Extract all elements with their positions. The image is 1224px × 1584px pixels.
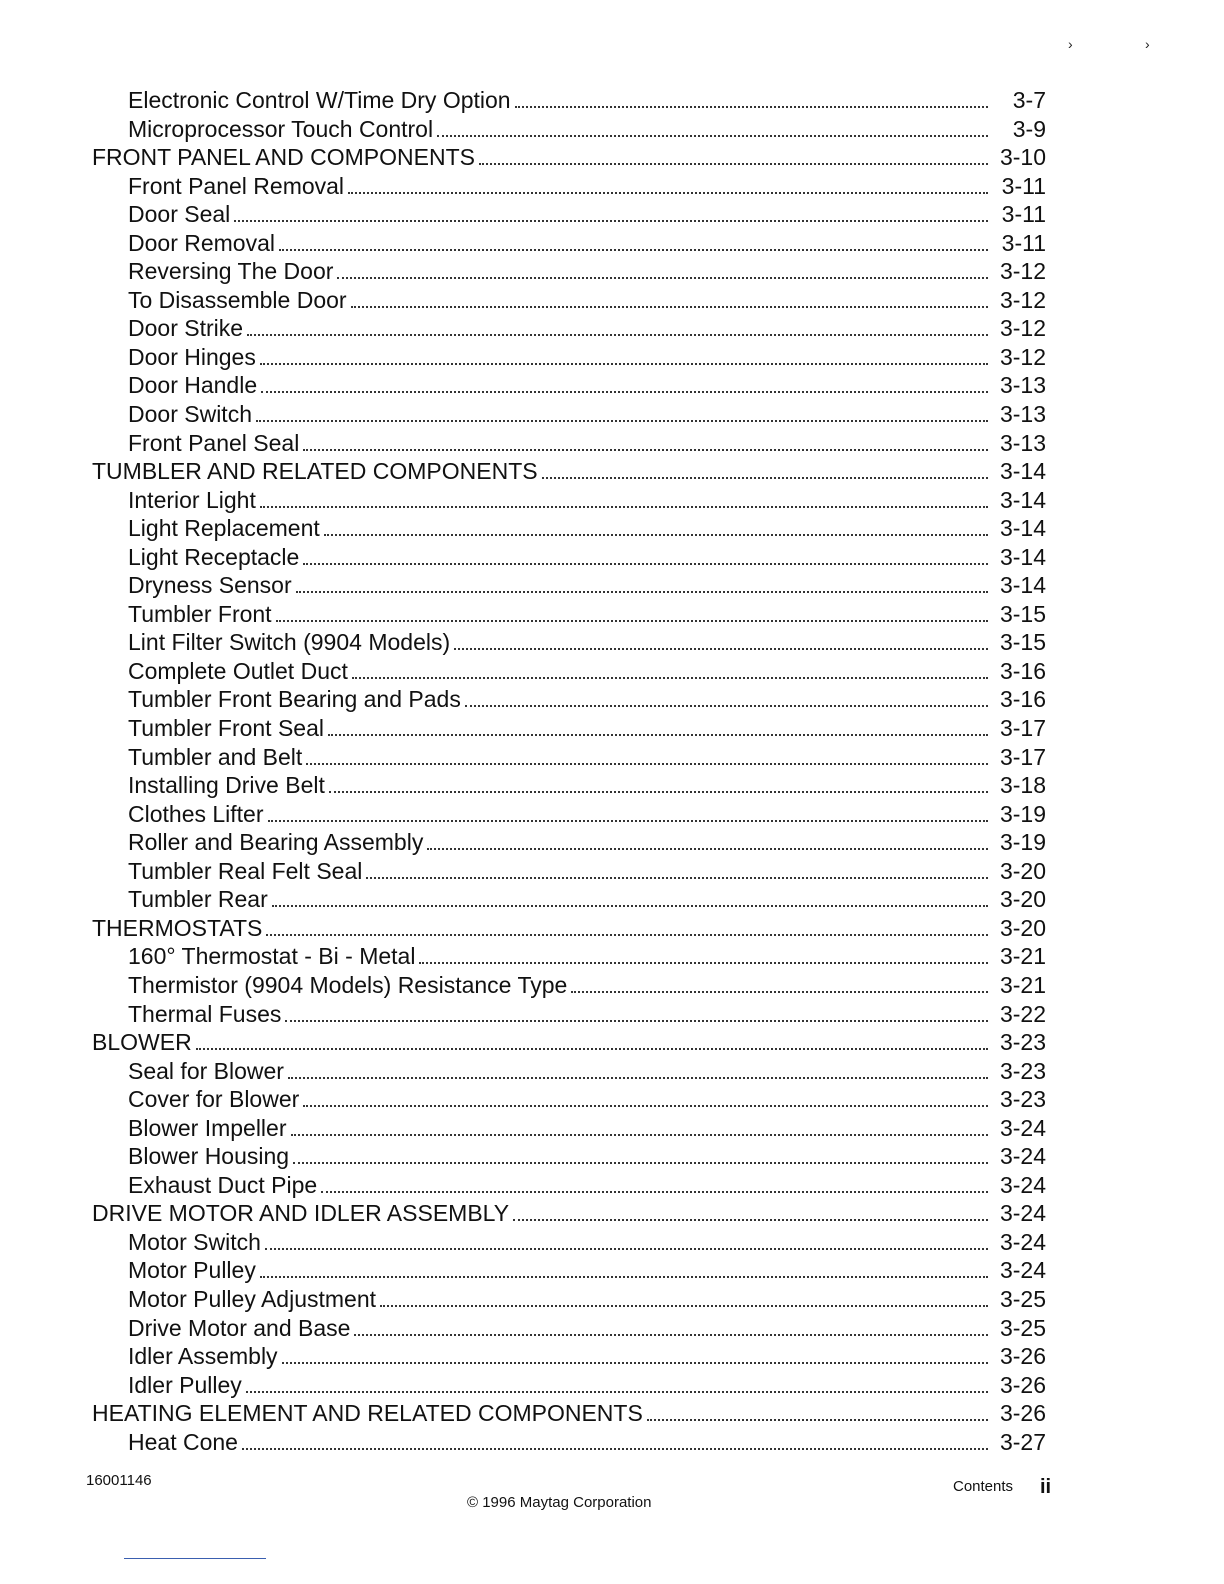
toc-entry-page: 3-17: [999, 743, 1046, 770]
toc-entry-label: Tumbler Rear: [128, 886, 268, 913]
toc-entry-page: 3-23: [999, 1086, 1046, 1113]
dot-leader: [265, 1220, 988, 1250]
toc-entry: [86, 392, 1046, 428]
toc-entry-label: Exhaust Duct Pipe: [128, 1171, 318, 1198]
dot-leader: [647, 1391, 988, 1421]
dot-leader: [380, 1277, 988, 1307]
toc-entry-label: Tumbler and Belt: [128, 743, 303, 770]
dot-leader: [288, 1049, 988, 1079]
toc-entry-label: Cover for Blower: [128, 1086, 300, 1113]
toc-entry-page: 3-20: [999, 914, 1046, 941]
dot-leader: [234, 192, 988, 222]
toc-entry: [86, 963, 1046, 998]
toc-entry-page: 3-12: [999, 315, 1046, 342]
dot-leader: [337, 249, 988, 279]
dot-leader: [279, 221, 988, 251]
toc-entry-page: 3-10: [999, 144, 1046, 171]
dot-leader: [266, 906, 988, 936]
dot-leader: [354, 1306, 988, 1336]
dot-leader: [348, 164, 988, 194]
toc-entry-label: Reversing The Door: [128, 258, 334, 285]
toc-entry-label: Door Removal: [128, 229, 275, 256]
toc-entry: [86, 677, 1046, 713]
toc-entry-label: Light Replacement: [128, 515, 320, 542]
toc-entry-page: 3-24: [999, 1114, 1046, 1141]
dot-leader: [479, 135, 988, 165]
toc-entry: [86, 563, 1046, 599]
toc-entry-page: 3-12: [999, 343, 1046, 370]
toc-section-entry: [86, 135, 1046, 171]
toc-entry-page: 3-12: [999, 258, 1046, 285]
toc-entry-page: 3-26: [999, 1400, 1046, 1427]
toc-entry-label: Seal for Blower: [128, 1057, 284, 1084]
toc-entry-page: 3-21: [999, 943, 1046, 970]
toc-entry-page: 3-14: [999, 458, 1046, 485]
toc-entry-page: 3-19: [999, 829, 1046, 856]
copyright-notice: © 1996 Maytag Corporation: [467, 1494, 652, 1511]
toc-entry: [86, 278, 1046, 313]
scan-edge-line: [124, 1558, 266, 1559]
dot-leader: [256, 392, 988, 422]
toc-entry-label: Tumbler Front: [128, 600, 272, 627]
toc-section-entry: [86, 449, 1046, 485]
toc-entry-label: Dryness Sensor: [128, 572, 292, 599]
toc-entry-label: 160° Thermostat - Bi - Metal: [128, 943, 416, 970]
toc-entry-label: Complete Outlet Duct: [128, 657, 348, 684]
toc-entry-label: Door Strike: [128, 315, 244, 342]
toc-entry: [86, 763, 1046, 799]
toc-entry-label: THERMOSTATS: [92, 914, 263, 941]
toc-entry-label: Door Seal: [128, 201, 231, 228]
toc-entry: [86, 735, 1046, 770]
toc-entry-label: Lint Filter Switch (9904 Models): [128, 629, 451, 656]
dot-leader: [247, 306, 988, 336]
toc-entry: [86, 221, 1046, 256]
toc-entry-page: 3-25: [999, 1285, 1046, 1312]
toc-entry: [86, 249, 1046, 285]
toc-entry-page: 3-15: [999, 629, 1046, 656]
toc-entry-label: Front Panel Seal: [128, 429, 300, 456]
toc-entry: [86, 164, 1046, 199]
toc-entry: [86, 363, 1046, 399]
toc-entry-page: 3-25: [999, 1314, 1046, 1341]
toc-entry-label: HEATING ELEMENT AND RELATED COMPONENTS: [92, 1400, 643, 1427]
dot-leader: [351, 278, 988, 308]
dot-leader: [303, 535, 988, 565]
toc-entry-page: 3-13: [999, 372, 1046, 399]
toc-entry-label: Tumbler Front Seal: [128, 715, 324, 742]
toc-entry-label: Thermal Fuses: [128, 1000, 282, 1027]
toc-entry-page: 3-24: [999, 1143, 1046, 1170]
toc-entry-label: Clothes Lifter: [128, 800, 264, 827]
toc-entry: [86, 992, 1046, 1027]
toc-entry-page: 3-26: [999, 1371, 1046, 1398]
dot-leader: [242, 1420, 988, 1450]
toc-entry-label: Idler Assembly: [128, 1343, 278, 1370]
toc-entry: [86, 1049, 1046, 1084]
toc-entry-label: Tumbler Real Felt Seal: [128, 857, 363, 884]
toc-entry: [86, 107, 1046, 142]
scan-mark-right: ›: [1145, 36, 1150, 52]
toc-entry-label: Motor Switch: [128, 1228, 261, 1255]
toc-entry-label: Interior Light: [128, 486, 256, 513]
toc-entry-label: Thermistor (9904 Models) Resistance Type: [128, 971, 568, 998]
toc-entry-page: 3-7: [1012, 87, 1046, 113]
toc-entry-page: 3-13: [999, 429, 1046, 456]
toc-entry-label: TUMBLER AND RELATED COMPONENTS: [92, 458, 538, 485]
toc-entry-page: 3-14: [999, 486, 1046, 513]
toc-entry: [86, 934, 1046, 970]
toc-entry-page: 3-24: [999, 1171, 1046, 1198]
toc-entry-label: Roller and Bearing Assembly: [128, 829, 424, 856]
dot-leader: [260, 1248, 988, 1278]
toc-entry-label: Blower Housing: [128, 1143, 290, 1170]
toc-entry: [86, 1363, 1046, 1398]
dot-leader: [282, 1334, 988, 1364]
toc-entry-label: Door Handle: [128, 372, 258, 399]
section-label: Contents: [953, 1478, 1014, 1495]
toc-entry: [86, 192, 1046, 228]
dot-leader: [296, 563, 988, 593]
table-of-contents: [86, 78, 1046, 1455]
toc-entry: [86, 706, 1046, 742]
toc-entry-label: FRONT PANEL AND COMPONENTS: [92, 144, 475, 171]
toc-entry: [86, 506, 1046, 542]
toc-entry-page: 3-24: [999, 1200, 1046, 1227]
toc-entry-page: 3-12: [999, 286, 1046, 313]
toc-entry-label: Light Receptacle: [128, 543, 300, 570]
dot-leader: [306, 735, 988, 765]
toc-entry: [86, 1420, 1046, 1455]
toc-entry: [86, 306, 1046, 342]
toc-section-entry: [86, 1191, 1046, 1227]
toc-entry-label: To Disassemble Door: [128, 286, 347, 313]
toc-entry-label: Motor Pulley Adjustment: [128, 1285, 377, 1312]
toc-entry: [86, 478, 1046, 513]
toc-entry-page: 3-14: [999, 543, 1046, 570]
dot-leader: [437, 107, 988, 137]
dot-leader: [515, 78, 988, 108]
toc-entry: [86, 1220, 1046, 1255]
toc-entry: [86, 1106, 1046, 1141]
dot-leader: [196, 1020, 988, 1050]
toc-entry-page: 3-20: [999, 886, 1046, 913]
toc-entry-page: 3-14: [999, 572, 1046, 599]
toc-entry: [86, 649, 1046, 684]
toc-entry-label: Door Hinges: [128, 343, 256, 370]
toc-entry: [86, 335, 1046, 370]
dot-leader: [272, 877, 988, 907]
dot-leader: [571, 963, 988, 993]
toc-entry-page: 3-11: [1001, 229, 1046, 256]
dot-leader: [329, 763, 988, 793]
toc-entry: [86, 535, 1046, 570]
toc-entry-label: DRIVE MOTOR AND IDLER ASSEMBLY: [92, 1200, 510, 1227]
toc-entry: [86, 792, 1046, 827]
toc-entry-page: 3-23: [999, 1057, 1046, 1084]
toc-entry: [86, 620, 1046, 656]
toc-entry: [86, 1334, 1046, 1370]
dot-leader: [352, 649, 988, 679]
dot-leader: [293, 1134, 988, 1164]
toc-entry-page: 3-11: [1001, 172, 1046, 199]
dot-leader: [260, 478, 988, 508]
toc-entry: [86, 1277, 1046, 1312]
toc-entry: [86, 849, 1046, 884]
toc-entry: [86, 1163, 1046, 1198]
dot-leader: [303, 421, 988, 451]
dot-leader: [366, 849, 988, 879]
toc-entry-label: Front Panel Removal: [128, 172, 345, 199]
toc-entry-page: 3-9: [1012, 115, 1046, 142]
toc-entry-label: Electronic Control W/Time Dry Option: [128, 87, 511, 113]
toc-entry: [86, 877, 1046, 913]
toc-entry-label: Blower Impeller: [128, 1114, 287, 1141]
toc-entry-page: 3-21: [999, 971, 1046, 998]
toc-entry-page: 3-16: [999, 686, 1046, 713]
toc-entry: [86, 1306, 1046, 1341]
toc-entry: [86, 1134, 1046, 1170]
toc-section-entry: [86, 1020, 1046, 1056]
dot-leader: [513, 1191, 988, 1221]
dot-leader: [419, 934, 988, 964]
toc-entry-label: Installing Drive Belt: [128, 772, 325, 799]
toc-entry-page: 3-16: [999, 657, 1046, 684]
toc-entry: [86, 1077, 1046, 1113]
dot-leader: [465, 677, 988, 707]
toc-entry-page: 3-19: [999, 800, 1046, 827]
toc-entry-page: 3-23: [999, 1029, 1046, 1056]
toc-entry-label: Motor Pulley: [128, 1257, 256, 1284]
toc-entry: [86, 1248, 1046, 1284]
dot-leader: [321, 1163, 988, 1193]
dot-leader: [303, 1077, 988, 1107]
toc-entry-page: 3-14: [999, 515, 1046, 542]
toc-entry-label: Door Switch: [128, 401, 252, 428]
toc-entry-page: 3-15: [999, 600, 1046, 627]
toc-section-entry: [86, 1391, 1046, 1427]
page-number: ii: [1040, 1476, 1052, 1498]
toc-entry-page: 3-24: [999, 1228, 1046, 1255]
dot-leader: [328, 706, 988, 736]
toc-entry-page: 3-26: [999, 1343, 1046, 1370]
toc-entry-page: 3-24: [999, 1257, 1046, 1284]
toc-entry-page: 3-27: [999, 1428, 1046, 1455]
toc-entry: [86, 820, 1046, 856]
dot-leader: [268, 792, 988, 822]
dot-leader: [246, 1363, 988, 1393]
scan-mark-left: ›: [1068, 36, 1073, 52]
toc-entry-label: Microprocessor Touch Control: [128, 115, 434, 142]
dot-leader: [324, 506, 988, 536]
document-number: 16001146: [86, 1472, 152, 1489]
dot-leader: [260, 335, 988, 365]
toc-entry-page: 3-13: [999, 401, 1046, 428]
toc-entry-label: Drive Motor and Base: [128, 1314, 351, 1341]
dot-leader: [276, 592, 988, 622]
dot-leader: [427, 820, 988, 850]
dot-leader: [285, 992, 988, 1022]
toc-entry-label: Tumbler Front Bearing and Pads: [128, 686, 461, 713]
toc-entry: [86, 421, 1046, 456]
toc-entry-label: Idler Pulley: [128, 1371, 242, 1398]
toc-section-entry: [86, 906, 1046, 941]
dot-leader: [542, 449, 988, 479]
dot-leader: [454, 620, 988, 650]
dot-leader: [261, 363, 988, 393]
toc-entry: [86, 78, 1046, 113]
toc-entry-page: 3-22: [999, 1000, 1046, 1027]
toc-entry-page: 3-17: [999, 715, 1046, 742]
toc-entry-page: 3-18: [999, 772, 1046, 799]
toc-entry-label: Heat Cone: [128, 1428, 238, 1455]
dot-leader: [291, 1106, 989, 1136]
toc-entry-label: BLOWER: [92, 1029, 192, 1056]
toc-entry-page: 3-11: [1001, 201, 1046, 228]
toc-entry-page: 3-20: [999, 857, 1046, 884]
toc-entry: [86, 592, 1046, 627]
